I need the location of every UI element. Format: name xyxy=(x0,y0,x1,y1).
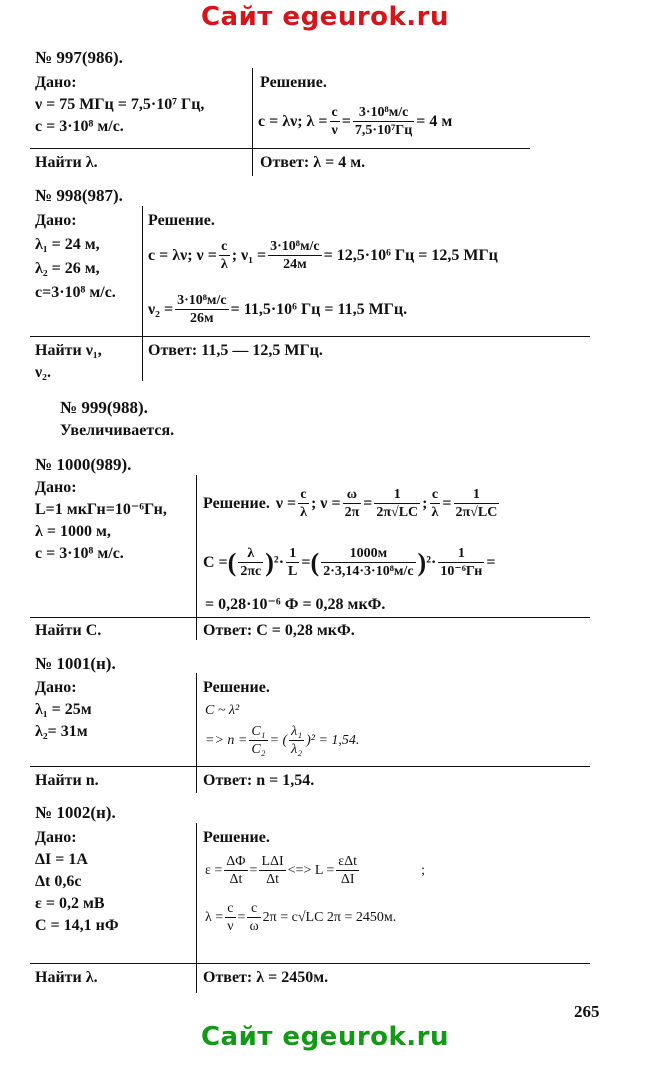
numerator: c xyxy=(430,486,441,504)
answer-text: Увеличивается. xyxy=(60,422,175,439)
fraction xyxy=(224,853,247,888)
given-line: λ = 1000 м, xyxy=(35,523,111,540)
solution-label: Решение. xyxy=(203,829,270,846)
formula-text: ; xyxy=(422,495,428,512)
solution-formula xyxy=(148,238,498,273)
fraction xyxy=(259,853,285,888)
answer-text: Ответ: n = 1,54. xyxy=(203,772,315,789)
numerator: λ xyxy=(238,545,263,563)
column-divider xyxy=(252,68,253,176)
denominator: ν xyxy=(227,919,234,934)
given-label: Дано: xyxy=(35,679,77,696)
denominator: ν xyxy=(331,123,338,138)
denominator: C₂ xyxy=(251,742,266,757)
page-number: 265 xyxy=(574,1002,600,1021)
numerator: c xyxy=(330,104,340,122)
denominator: 7,5·10⁷Гц xyxy=(354,123,413,138)
formula-text: = 11,5·10⁶ Гц = 11,5 МГц. xyxy=(230,301,408,318)
site-watermark-top: Сайт egeurok.ru xyxy=(200,2,450,32)
given-label: Дано: xyxy=(35,74,77,91)
denominator: λ xyxy=(220,257,228,272)
numerator: LΔI xyxy=(261,854,284,869)
denominator: λ xyxy=(300,505,307,520)
row-divider xyxy=(30,766,590,767)
fraction xyxy=(225,900,235,935)
given-line: ΔI = 1A xyxy=(35,851,88,868)
numerator: 1 xyxy=(438,545,484,563)
given-label: Дано: xyxy=(35,479,77,496)
paren-left: ( xyxy=(227,548,237,577)
column-divider xyxy=(142,206,143,381)
given-label: Дано: xyxy=(35,212,77,229)
column-divider xyxy=(196,823,197,993)
find-text: ν₂. xyxy=(35,364,51,381)
numerator: c xyxy=(225,900,235,918)
answer-text: Ответ: С = 0,28 мкФ. xyxy=(203,622,355,639)
find-text: Найти С. xyxy=(35,622,102,639)
find-text: Найти ν₁, xyxy=(35,342,102,359)
numerator: 1 xyxy=(374,486,420,504)
fraction xyxy=(374,486,420,521)
formula-text: = xyxy=(237,909,246,925)
solution-formula xyxy=(203,545,496,580)
formula-text: ²· xyxy=(426,554,437,571)
given-line: C = 14,1 нФ xyxy=(35,917,119,934)
formula-text: C ~ λ² xyxy=(205,703,240,718)
given-line: λ₁ = 24 м, xyxy=(35,236,100,253)
given-line: λ₂ = 26 м, xyxy=(35,260,100,277)
fraction xyxy=(249,723,267,758)
fraction xyxy=(247,900,260,935)
row-divider xyxy=(30,148,530,149)
solution-formula xyxy=(205,853,425,888)
problem-999-title: № 999(988). xyxy=(60,398,148,417)
find-text: Найти n. xyxy=(35,772,99,789)
problem-997-title: № 997(986). xyxy=(35,48,123,67)
fraction xyxy=(321,545,415,580)
solution-formula xyxy=(205,723,359,758)
numerator: 1 xyxy=(454,486,500,504)
fraction xyxy=(343,486,362,521)
given-line: L=1 мкГн=10⁻⁶Гн, xyxy=(35,501,167,518)
formula-text: <=> L = xyxy=(287,862,335,878)
fraction xyxy=(298,486,309,521)
given-line: с = 3·10⁸ м/с. xyxy=(35,118,124,135)
problem-1001-title: № 1001(н). xyxy=(35,654,116,673)
fraction xyxy=(219,238,230,273)
formula-text: ; ν₁ = xyxy=(231,247,267,264)
formula-text: 2π = c√LC 2π = 2450м. xyxy=(262,909,397,925)
formula-text: ε = xyxy=(205,862,223,878)
numerator: 3·10⁸м/с xyxy=(270,239,320,254)
answer-text: Ответ: λ = 4 м. xyxy=(260,154,366,171)
fraction xyxy=(438,545,484,580)
fraction xyxy=(286,545,299,580)
fraction xyxy=(353,104,414,139)
numerator: 1 xyxy=(286,545,299,563)
solution-label: Решение. xyxy=(148,212,215,229)
formula-text: = 12,5·10⁶ Гц = 12,5 МГц xyxy=(323,247,498,264)
given-line: λ₁ = 25м xyxy=(35,701,92,718)
problem-1000-title: № 1000(989). xyxy=(35,455,132,474)
numerator: c xyxy=(247,900,260,918)
formula-text: λ = xyxy=(205,909,224,925)
formula-text: ν = xyxy=(275,495,297,512)
fraction xyxy=(289,723,304,758)
solution-formula xyxy=(148,292,407,327)
numerator: 1000м xyxy=(321,545,415,563)
formula-text: = 4 м xyxy=(416,113,453,130)
denominator: 26м xyxy=(190,311,214,326)
numerator: 3·10⁸м/с xyxy=(353,104,414,122)
row-divider xyxy=(30,963,590,964)
denominator: 10⁻⁶Гн xyxy=(440,564,483,579)
fraction xyxy=(238,545,263,580)
solution-formula xyxy=(205,900,396,935)
given-line: с=3·10⁸ м/с. xyxy=(35,284,116,301)
solution-label: Решение. xyxy=(203,495,270,512)
numerator: ω xyxy=(343,486,362,504)
numerator: c xyxy=(298,486,309,504)
formula-text: = xyxy=(486,554,496,571)
denominator: ω xyxy=(249,919,259,934)
numerator: εΔt xyxy=(338,854,358,869)
numerator: ΔΦ xyxy=(226,854,246,869)
formula-text: ; xyxy=(421,862,425,878)
row-divider xyxy=(30,617,590,618)
formula-text: c = λν; λ = xyxy=(258,113,328,130)
given-line: Δt 0,6c xyxy=(35,873,82,890)
formula-text: C = xyxy=(203,554,228,571)
formula-text: ν₂ = xyxy=(148,301,174,318)
solution-label: Решение. xyxy=(203,679,270,696)
column-divider xyxy=(196,475,197,640)
denominator: 2π√LC xyxy=(376,505,419,520)
formula-text: = ( xyxy=(269,732,288,748)
solution-label: Решение. xyxy=(260,74,327,91)
denominator: Δt xyxy=(229,872,243,887)
find-text: Найти λ. xyxy=(35,969,98,986)
formula-result: = 0,28·10⁻⁶ Ф = 0,28 мкФ. xyxy=(205,596,386,613)
fraction xyxy=(268,238,322,273)
site-watermark-bottom: Сайт egeurok.ru xyxy=(200,1022,450,1052)
column-divider xyxy=(196,673,197,793)
given-line: ε = 0,2 мВ xyxy=(35,895,105,912)
denominator: 2·3,14·3·10⁸м/с xyxy=(323,564,414,579)
formula-text: => n = xyxy=(205,732,248,748)
formula-text: = xyxy=(341,113,351,130)
fraction xyxy=(336,853,359,888)
numerator: C₁ xyxy=(251,724,266,739)
formula-text: c = λν; ν = xyxy=(148,247,217,264)
fraction xyxy=(430,486,441,521)
formula-text: = xyxy=(301,554,311,571)
answer-text: Ответ: λ = 2450м. xyxy=(203,969,329,986)
denominator: 2πc xyxy=(240,564,262,579)
numerator: 3·10⁸м/с xyxy=(177,293,227,308)
numerator: c xyxy=(219,238,230,256)
denominator: 24м xyxy=(283,257,307,272)
formula-text: )² = 1,54. xyxy=(306,732,360,748)
row-divider xyxy=(30,336,590,337)
given-line: ν = 75 МГц = 7,5·10⁷ Гц, xyxy=(35,96,205,113)
answer-text: Ответ: 11,5 — 12,5 МГц. xyxy=(148,342,323,359)
denominator: λ₂ xyxy=(291,742,303,757)
paren-left: ( xyxy=(310,548,320,577)
formula-text: ; ν = xyxy=(310,495,341,512)
find-text: Найти λ. xyxy=(35,154,98,171)
denominator: 2π√LC xyxy=(455,505,498,520)
formula-text: = xyxy=(442,495,452,512)
formula-text: = xyxy=(249,862,258,878)
solution-formula xyxy=(203,486,501,521)
numerator: λ₁ xyxy=(291,724,303,739)
paren-right: ) xyxy=(265,548,274,577)
formula-text: ²· xyxy=(273,554,285,571)
fraction xyxy=(330,104,340,139)
solution-formula xyxy=(258,104,452,139)
given-line: λ₂= 31м xyxy=(35,723,88,740)
given-label: Дано: xyxy=(35,829,77,846)
formula-text: = xyxy=(363,495,373,512)
fraction xyxy=(454,486,500,521)
denominator: ΔI xyxy=(340,872,355,887)
fraction xyxy=(175,292,229,327)
denominator: λ xyxy=(431,505,439,520)
problem-998-title: № 998(987). xyxy=(35,186,123,205)
problem-1002-title: № 1002(н). xyxy=(35,803,116,822)
denominator: L xyxy=(288,564,298,579)
given-line: с = 3·10⁸ м/с. xyxy=(35,545,124,562)
denominator: 2π xyxy=(344,505,360,520)
paren-right: ) xyxy=(417,548,427,577)
denominator: Δt xyxy=(266,872,279,887)
